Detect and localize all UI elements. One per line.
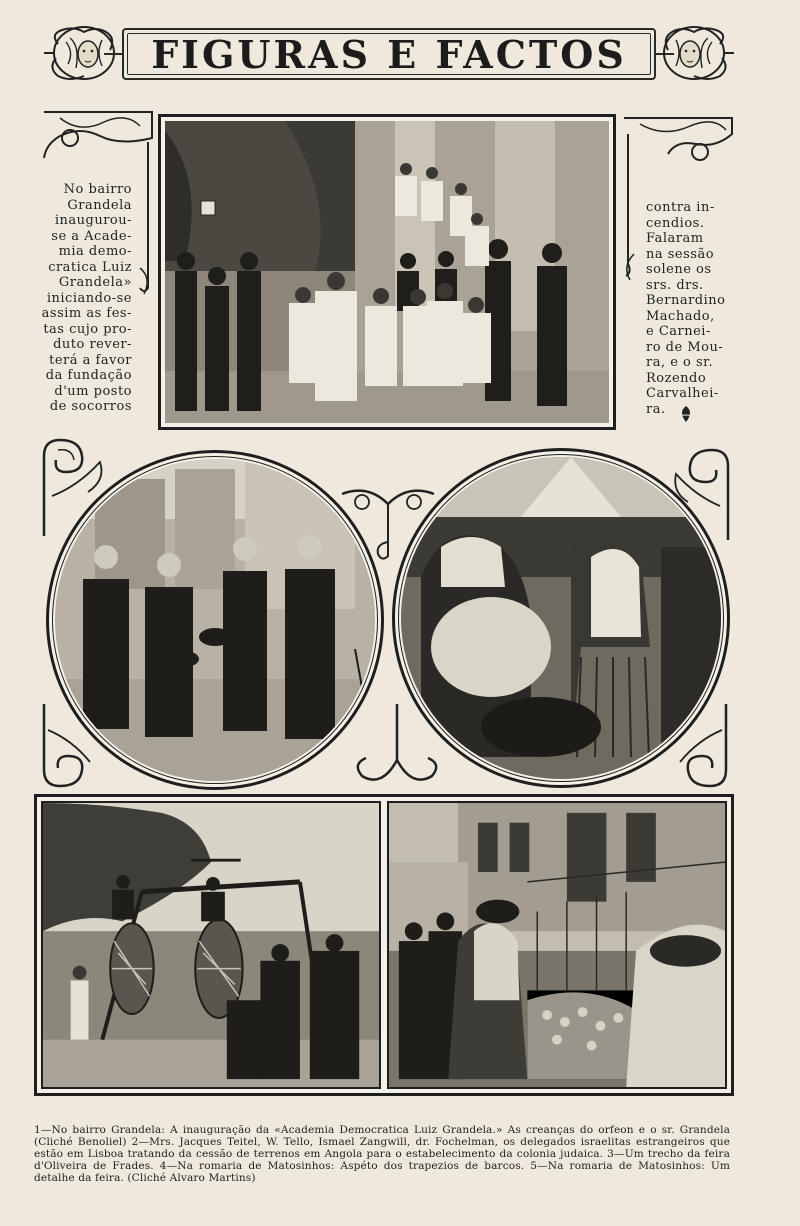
text-line: Falaram	[646, 231, 704, 246]
text-line: mia demo-	[58, 244, 132, 259]
oval-frame-2	[46, 450, 384, 790]
page-title: FIGURAS E FACTOS	[151, 31, 627, 77]
photo-academia-group	[165, 121, 609, 423]
oval-photo-wrapper	[401, 457, 721, 779]
text-line: Machado,	[646, 308, 715, 324]
photo-frame-1	[158, 114, 616, 430]
header-rule-left	[104, 53, 124, 55]
leaf-ornament	[676, 404, 696, 424]
text-line: se a Acade-	[51, 228, 132, 244]
text-line: srs. drs.	[646, 277, 704, 293]
text-line: cendios.	[646, 215, 705, 231]
text-line: iniciando-se	[46, 290, 132, 306]
text-line: tas cujo pro-	[43, 321, 132, 337]
text-line: ra.	[646, 401, 666, 417]
text-line: ro de Mou-	[646, 339, 724, 355]
photo-frame-5	[387, 801, 727, 1089]
photo-trapezios-barcos	[43, 803, 379, 1087]
right-column-text	[646, 200, 734, 417]
text-line: Grandela»	[58, 275, 132, 290]
text-line: Grandela	[67, 197, 132, 213]
text-line: ra, e o sr.	[646, 355, 714, 370]
photo-israelite-delegates	[55, 459, 375, 781]
text-line: duto rever-	[53, 337, 132, 352]
photo-frame-4	[41, 801, 381, 1089]
text-line: terá a favor	[49, 352, 132, 368]
title-box	[122, 28, 656, 80]
text-line: No bairro	[63, 182, 132, 197]
text-line: assim as fes-	[41, 306, 132, 321]
text-line: e Carnei-	[646, 324, 711, 339]
photo-caption: 1—No bairro Grandela: A inauguração da «Academia Democratica Luiz Grandela.» As creanças do orfeon e o sr. Grandela (Cliché Benoliel) 2—Mrs. Jacques Teitel, W. Tello, Ismael Zangwill, dr. Fochelman, os delegados israelitas estrangeiros que estão em Lisboa tratando da cessão de terrenos em Angola para o estabelecimento da colonia judaica. 3—Um trecho da feira d'Oliveira de Frades. 4—Na romaria de Matosinhos: Aspéto dos trapezios de barcos. 5—Na romaria de Matosinhos: Um detalhe da feira. (Cliché Alvaro Martins)	[34, 1124, 730, 1184]
photo-detalhe-feira	[389, 803, 725, 1087]
text-line: Carvalhei-	[646, 386, 719, 401]
oval-frame-3	[392, 448, 730, 788]
text-line: solene os	[646, 262, 712, 277]
text-line: na sessão	[646, 246, 715, 262]
text-line: contra in-	[646, 200, 715, 215]
text-line: d'um posto	[54, 383, 132, 399]
text-line: Bernardino	[646, 293, 726, 308]
art-nouveau-face-right-ornament	[658, 24, 734, 82]
text-line: Rozendo	[646, 370, 707, 386]
bottom-photos-frame	[34, 794, 734, 1096]
text-line: cratica Luiz	[48, 259, 132, 275]
page-header	[44, 24, 734, 84]
left-column-text	[36, 182, 132, 415]
oval-photo-wrapper	[55, 459, 375, 781]
text-line: de socorros	[49, 399, 132, 414]
text-line: da fundação	[45, 368, 132, 383]
text-line: inaugurou-	[54, 213, 132, 228]
photo-feira-oliveira-frades	[401, 457, 721, 779]
